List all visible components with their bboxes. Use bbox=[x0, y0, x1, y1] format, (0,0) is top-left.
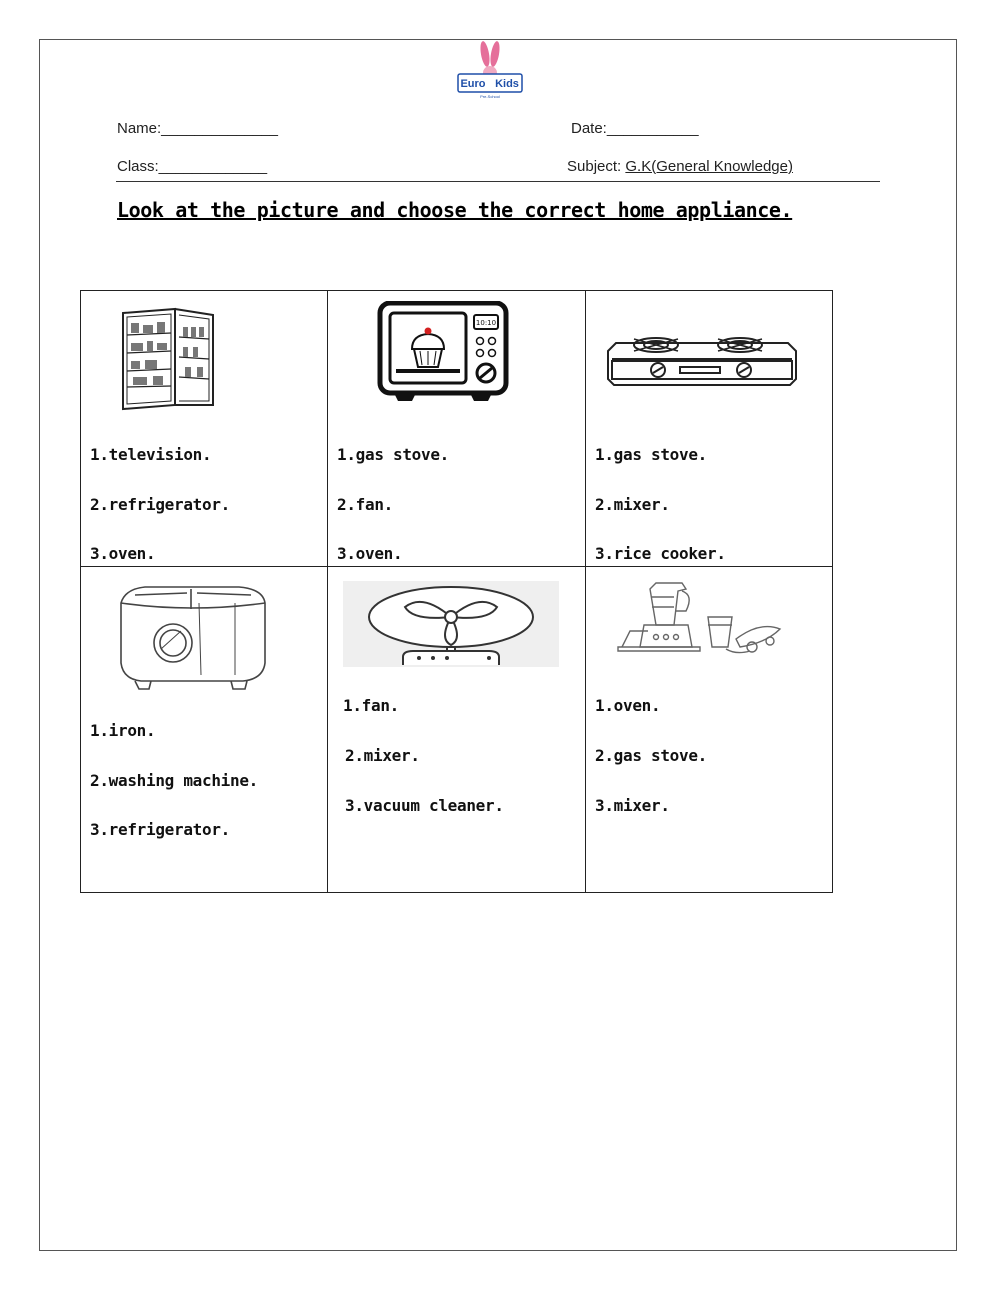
option-2[interactable]: 2.washing machine. bbox=[90, 771, 258, 790]
eurokids-logo bbox=[455, 40, 525, 102]
option-3[interactable]: 3.oven. bbox=[337, 544, 403, 563]
option-3[interactable]: 3.refrigerator. bbox=[90, 820, 230, 839]
question-cell bbox=[81, 291, 328, 567]
logo-tagline: Pre-School bbox=[480, 94, 500, 99]
gas-stove-picture bbox=[604, 329, 800, 389]
name-field[interactable]: Name:______________ bbox=[117, 120, 278, 137]
option-2[interactable]: 2.refrigerator. bbox=[90, 495, 230, 514]
microwave-clock-text: 10:10 bbox=[475, 319, 497, 327]
header-divider bbox=[116, 181, 880, 182]
option-1[interactable]: 1.television. bbox=[90, 445, 212, 464]
logo-text-euro: Euro bbox=[460, 78, 486, 90]
question-grid bbox=[80, 290, 833, 893]
question-cell bbox=[586, 567, 833, 893]
date-field[interactable]: Date:___________ bbox=[571, 120, 699, 137]
option-1[interactable]: 1.iron. bbox=[90, 721, 156, 740]
subject-value: G.K(General Knowledge) bbox=[625, 158, 793, 175]
fan-picture bbox=[343, 581, 559, 667]
logo-text-kids: Kids bbox=[495, 78, 519, 90]
option-2[interactable]: 2.mixer. bbox=[345, 746, 420, 765]
option-1[interactable]: 1.oven. bbox=[595, 696, 661, 715]
option-2[interactable]: 2.gas stove. bbox=[595, 746, 707, 765]
washing-machine-picture bbox=[115, 579, 269, 695]
option-3[interactable]: 3.mixer. bbox=[595, 796, 670, 815]
question-cell bbox=[328, 291, 586, 567]
option-2[interactable]: 2.fan. bbox=[337, 495, 393, 514]
option-1[interactable]: 1.gas stove. bbox=[337, 445, 449, 464]
question-cell bbox=[586, 291, 833, 567]
instruction-heading: Look at the picture and choose the correct home appliance. bbox=[117, 198, 793, 222]
class-field[interactable]: Class:_____________ bbox=[117, 158, 268, 175]
option-3[interactable]: 3.vacuum cleaner. bbox=[345, 796, 504, 815]
option-1[interactable]: 1.gas stove. bbox=[595, 445, 707, 464]
option-3[interactable]: 3.oven. bbox=[90, 544, 156, 563]
option-2[interactable]: 2.mixer. bbox=[595, 495, 670, 514]
question-cell bbox=[81, 567, 328, 893]
question-cell bbox=[328, 567, 586, 893]
option-1[interactable]: 1.fan. bbox=[343, 696, 399, 715]
subject-label: Subject: bbox=[567, 158, 626, 175]
refrigerator-picture bbox=[117, 305, 233, 413]
option-3[interactable]: 3.rice cooker. bbox=[595, 544, 726, 563]
microwave-picture bbox=[376, 301, 510, 405]
subject-field bbox=[567, 158, 793, 175]
mixer-picture bbox=[616, 577, 788, 663]
